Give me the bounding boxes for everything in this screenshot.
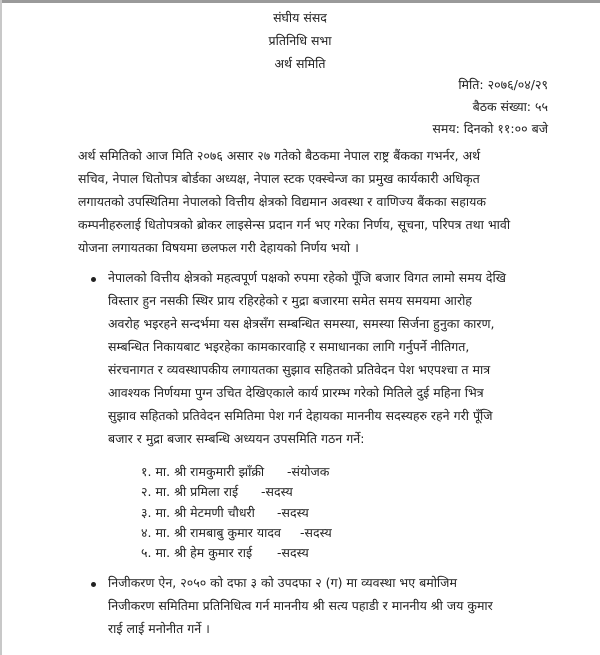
member-name: २. मा. श्री प्रमिला राई [141,484,239,499]
member-name: ५. मा. श्री हेम कुमार राई [141,545,253,560]
decision-line: निजीकरण समितिमा प्रतिनिधित्व गर्न माननीय श्री सत्य पहाडी र माननीय श्री जय कुमार [108,598,493,613]
decision-line: अवरोह भइरहने सन्दर्भमा यस क्षेत्रसँग सम्बन्धित समस्या, समस्या सिर्जना हुनुका कारण, [108,316,495,331]
member-name: १. मा. श्री रामकुमारी झाँक्री [141,464,265,479]
intro-line: कम्पनीहरुलाई धितोपत्रको ब्रोकर लाइसेन्स प्रदान गर्न भए गरेका निर्णय, सूचना, परिपत्र तथा भावी [78,217,511,232]
decision-line: सम्बन्धित निकायबाट भइरहेका कामकारवाहि र समाधानका लागि गर्नुपर्ने नीतिगत, [108,339,470,354]
intro-line: सचिव, नेपाल धितोपत्र बोर्डका अध्यक्ष, नेपाल स्टक एक्स्चेन्ज का प्रमुख कार्यकारी अधिकृत [78,171,480,186]
intro-line: अर्थ समितिको आज मिति २०७६ असार २७ गतेको बैठकमा नेपाल राष्ट्र बैंकका गभर्नर, अर्थ [78,148,481,163]
page-top-border [0,0,600,3]
member-name: ३. मा. श्री मेटमणी चौधरी [141,505,255,520]
page-left-border [0,0,2,655]
decision-line: निजीकरण ऐन, २०५० को दफा ३ को उपदफा २ (ग) मा व्यवस्था भए बमोजिम [108,575,457,590]
decision-line: बजार र मुद्रा बजार सम्बन्धि अध्ययन उपसमिति गठन गर्ने: [108,431,365,446]
member-role: -सदस्य [300,525,332,540]
meeting-number: बैठक संख्या: ५५ [472,99,548,114]
header-house: प्रतिनिधि सभा [268,33,332,48]
decision-line: राई लाई मनोनीत गर्ने । [108,621,210,636]
member-name: ४. मा. श्री रामबाबु कुमार यादव [141,525,281,540]
intro-line: योजना लगायतका विषयमा छलफल गरी देहायको निर्णय भयो । [78,240,359,255]
bullet-icon [91,582,96,587]
decision-line: नेपालको वित्तीय क्षेत्रको महत्वपूर्ण पक्षको रुपमा रहेको पूँजि बजार विगत लामो समय देखि [108,270,506,285]
decision-line: आवश्यक निर्णयमा पुग्न उचित देखिएकाले कार्य प्रारम्भ गरेको मितिले दुई महिना भित्र [108,385,484,400]
decision-line: सुझाव सहितको प्रतिवेदन समितिमा पेश गर्न देहायका माननीय सदस्यहरु रहने गरी पूँजि [108,408,493,423]
header-committee: अर्थ समिति [274,56,326,71]
member-role: -सदस्य [261,484,293,499]
member-role: -संयोजक [287,464,330,479]
member-role: -सदस्य [277,505,309,520]
member-role: -सदस्य [277,545,309,560]
meeting-date: मिति: २०७६/०४/२९ [458,77,548,92]
bullet-icon [91,277,96,282]
header-parliament: संघीय संसद [273,10,327,25]
meeting-time: समय: दिनको ११:०० बजे [432,121,548,136]
decision-line: विस्तार हुन नसकी स्थिर प्राय रहिरहेको र मुद्रा बजारमा समेत समय समयमा आरोह [108,293,472,308]
intro-line: लगायतको उपस्थितिमा नेपालको वित्तीय क्षेत्रको विद्यमान अवस्था र वाणिज्य बैंकका सहायक [78,194,486,209]
decision-line: संरचनागत र व्यवस्थापकीय लगायतका सुझाव सहितको प्रतिवेदन पेश भएपश्चा त मात्र [108,362,491,377]
